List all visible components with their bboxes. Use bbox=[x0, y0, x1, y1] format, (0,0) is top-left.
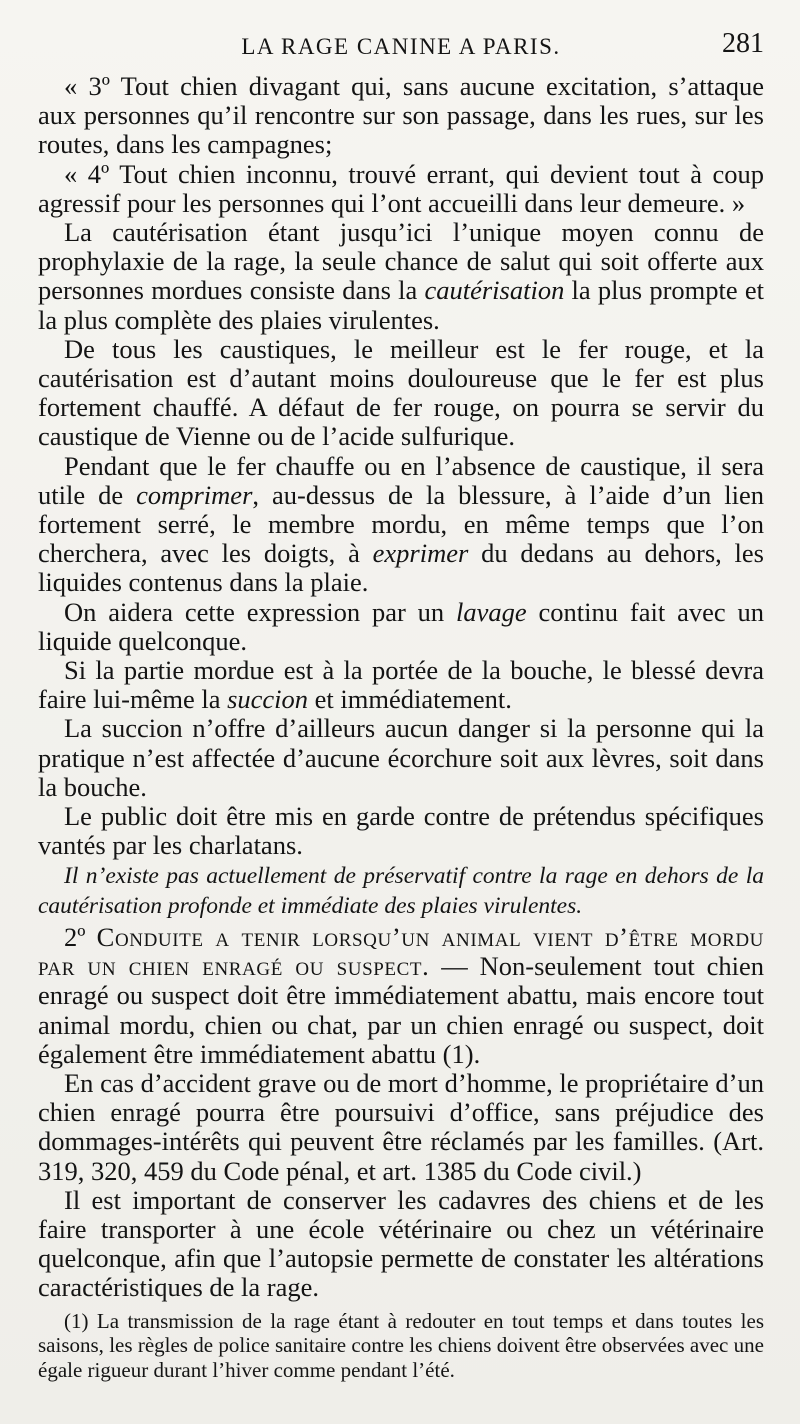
emphasis-lavage: lavage bbox=[456, 596, 527, 627]
paragraph-5-text-b: , au-dessus de la blessure, à l’aide d’un lien fortement serré, le membre mordu, en même temps que l’on cherchera, avec les doigts, à bbox=[38, 479, 764, 569]
paragraph-6-text-b: continu fait avec un liquide quelconque. bbox=[38, 596, 764, 656]
footnote bbox=[38, 1309, 764, 1383]
paragraph-3-text-b: la plus prompte et la plus complète des plaies virulentes. bbox=[38, 275, 764, 335]
paragraph-12: En cas d’accident grave ou de mort d’homme, le propriétaire d’un chien enragé pourra être poursuivi d’office, sans préjudice des dommages-intérêts qui peuvent être réclamés par les familles. (Art. 319, 320, 459 du Code pénal, et art. 1385 du Code civil.) bbox=[38, 1067, 764, 1186]
paragraph-1: « 3º Tout chien divagant qui, sans aucune excitation, s’attaque aux personnes qu’il rencontre sur son passage, dans les rues, sur les routes, dans les campagnes; bbox=[38, 71, 764, 160]
page-number: 281 bbox=[722, 28, 764, 59]
emphasis-exprimer: exprimer bbox=[372, 538, 469, 569]
section-heading: Conduite a tenir lorsqu’un animal vient d’être mordu par un chien enragé ou suspect. bbox=[38, 921, 765, 982]
paragraph-4: De tous les caustiques, le meilleur est le fer rouge, et la cautérisation est d’autant moins douloureuse que le fer est plus fortement chauffé. A défaut de fer rouge, on pourra se servir du caustique de Vienne ou de l’acide sulfurique. bbox=[38, 333, 764, 452]
paragraph-3 bbox=[38, 218, 764, 335]
body-text bbox=[38, 72, 764, 1303]
section-number: 2º bbox=[64, 921, 97, 952]
paragraph-13: Il est important de conserver les cadavres des chiens et de les faire transporter à une école vétérinaire ou chez un vétérinaire quelconque, afin que l’autopsie permette de constater les altérations caractéristiques de la rage. bbox=[38, 1184, 764, 1303]
paragraph-6 bbox=[38, 598, 764, 656]
paragraph-3-text-a: La cautérisation étant jusqu’ici l’unique moyen connu de prophylaxie de la rage, la seule chance de salut qui soit offerte aux personnes mordues consiste dans la bbox=[38, 217, 764, 306]
paragraph-6-text-a: On aidera cette expression par un bbox=[64, 596, 457, 627]
paragraph-7 bbox=[38, 656, 764, 714]
page-header bbox=[38, 28, 764, 72]
paragraph-7-text-b: et immédiatement. bbox=[308, 684, 512, 715]
paragraph-5-text-a: Pendant que le fer chauffe ou en l’absence de caustique, il sera utile de bbox=[38, 450, 764, 510]
footnote-text: (1) La transmission de la rage étant à redouter en tout temps et dans toutes les saisons, les règles de police sanitaire contre les chiens doivent être observées avec une égale rigueur durant l’hiver comme pendant l’été. bbox=[38, 1308, 764, 1382]
emphasis-succion: succion bbox=[227, 684, 309, 715]
paragraph-2: « 4º Tout chien inconnu, trouvé errant, qui devient tout à coup agressif pour les personnes qui l’ont accueilli dans leur demeure. » bbox=[38, 158, 764, 218]
italic-warning: Il n’existe pas actuellement de préservatif contre la rage en dehors de la cautérisation profonde et immédiate des plaies virulentes. bbox=[38, 863, 764, 919]
paragraph-8: La succion n’offre d’ailleurs aucun danger si la personne qui la pratique n’est affectée d’aucune écorchure soit aux lèvres, soit dans la bouche. bbox=[38, 713, 764, 802]
paragraph-5 bbox=[38, 452, 764, 598]
emphasis-cauterisation: cautérisation bbox=[424, 275, 565, 306]
paragraph-11-text: — Non-seulement tout chien enragé ou suspect doit être immédiatement abattu, mais encore tout animal mordu, chien ou chat, par un chien enragé ou suspect, doit également être immédiatement abattu (1). bbox=[38, 951, 765, 1069]
paragraph-5-text-c: du dedans au dehors, les liquides contenus dans la plaie. bbox=[38, 538, 764, 598]
running-title: LA RAGE CANINE A PARIS. bbox=[241, 34, 561, 59]
paragraph-9: Le public doit être mis en garde contre de prétendus spécifiques vantés par les charlatans. bbox=[38, 801, 764, 861]
paragraph-11 bbox=[38, 923, 764, 1069]
paragraph-7-text-a: Si la partie mordue est à la portée de la bouche, le blessé devra faire lui-même la bbox=[38, 655, 764, 715]
emphasis-comprimer: comprimer bbox=[136, 479, 253, 510]
